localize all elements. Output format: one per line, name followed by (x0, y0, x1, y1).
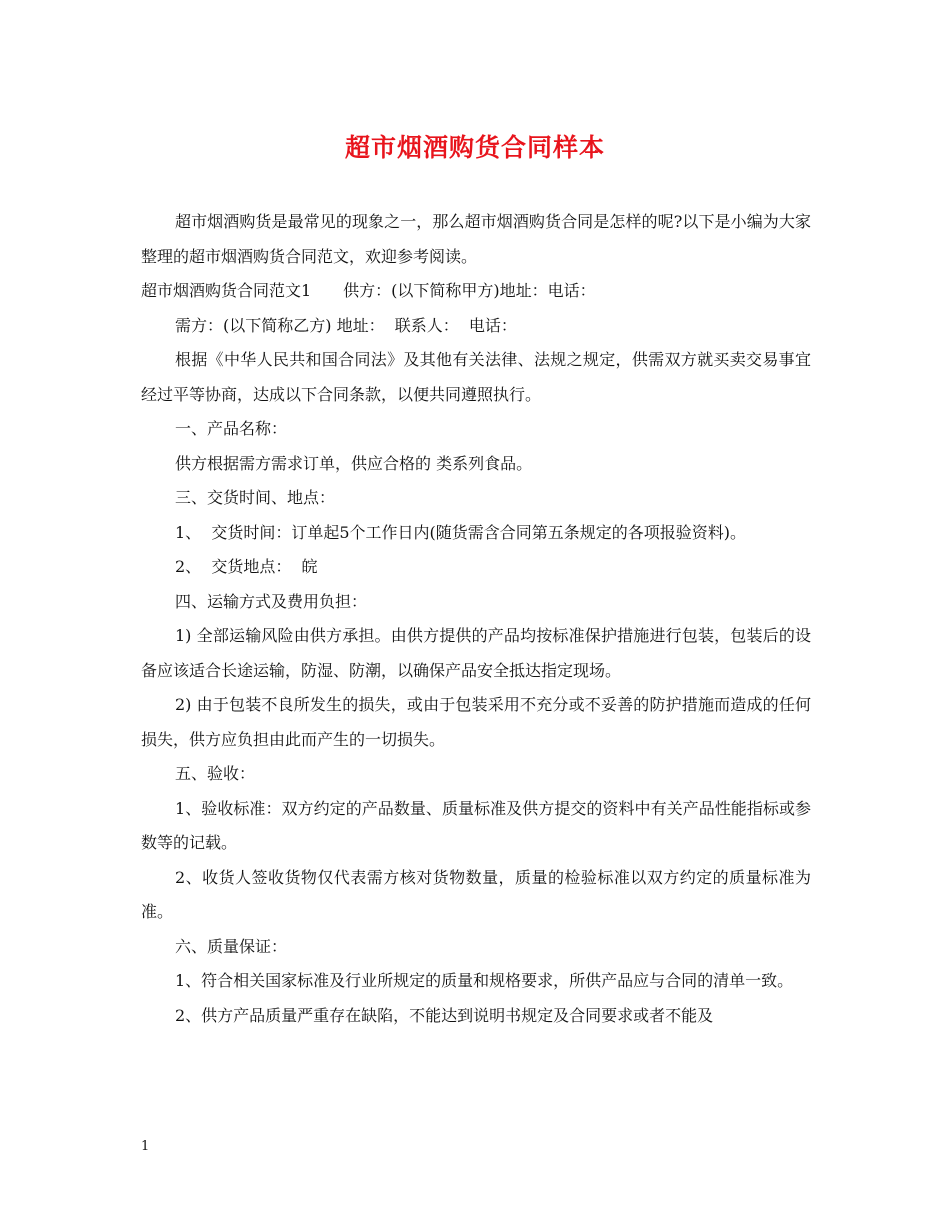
paragraph-acceptance-standard: 1、验收标准：双方约定的产品数量、质量标准及供方提交的资料中有关产品性能指标或参数等的记载。 (141, 798, 811, 852)
section-heading-transport: 四、运输方式及费用负担： (175, 591, 368, 611)
paragraph-packaging-loss: 2) 由于包装不良所发生的损失，或由于包装采用不充分或不妥善的防护措施而造成的任何损失，供方应负担由此而产生的一切损失。 (141, 695, 811, 749)
section-heading-quality: 六、质量保证： (175, 936, 288, 956)
paragraph-product-supply: 供方根据需方需求订单，供应合格的 类系列食品。 (175, 453, 533, 473)
paragraph-delivery-place: 2、 交货地点： 皖 (175, 557, 318, 576)
paragraph-delivery-time: 1、 交货时间：订单起5个工作日内(随货需含合同第五条规定的各项报验资料)。 (175, 522, 747, 542)
paragraph-transport-risk: 1) 全部运输风险由供方承担。由供方提供的产品均按标准保护措施进行包装，包装后的设备应该适合长途运输，防湿、防潮，以确保产品安全抵达指定现场。 (141, 626, 811, 680)
paragraph-supplier-line: 超市烟酒购货合同范文1 供方：(以下简称甲方)地址：电话： (141, 281, 596, 300)
document-title: 超市烟酒购货合同样本 (344, 133, 605, 162)
section-heading-acceptance: 五、验收： (175, 764, 256, 783)
paragraph-receipt-signing: 2、收货人签收货物仅代表需方核对货物数量，质量的检验标准以双方约定的质量标准为准。 (141, 867, 811, 921)
section-heading-product-name: 一、产品名称： (175, 419, 288, 438)
document-body (141, 205, 811, 1033)
paragraph-quality-defect: 2、供方产品质量严重存在缺陷，不能达到说明书规定及合同要求或者不能及 (175, 1005, 714, 1025)
paragraph-quality-standard: 1、符合相关国家标准及行业所规定的质量和规格要求，所供产品应与合同的清单一致。 (175, 971, 794, 990)
page-number: 1 (141, 1139, 150, 1154)
paragraph-intro: 超市烟酒购货是最常见的现象之一，那么超市烟酒购货合同是怎样的呢?以下是小编为大家整理的超市烟酒购货合同范文，欢迎参考阅读。 (141, 212, 811, 266)
paragraph-legal-basis: 根据《中华人民共和国合同法》及其他有关法律、法规之规定，供需双方就买卖交易事宜经过平等协商，达成以下合同条款，以便共同遵照执行。 (141, 350, 811, 404)
paragraph-buyer-line: 需方：(以下简称乙方) 地址： 联系人： 电话： (175, 315, 517, 335)
section-heading-delivery: 三、交货时间、地点： (175, 488, 336, 507)
